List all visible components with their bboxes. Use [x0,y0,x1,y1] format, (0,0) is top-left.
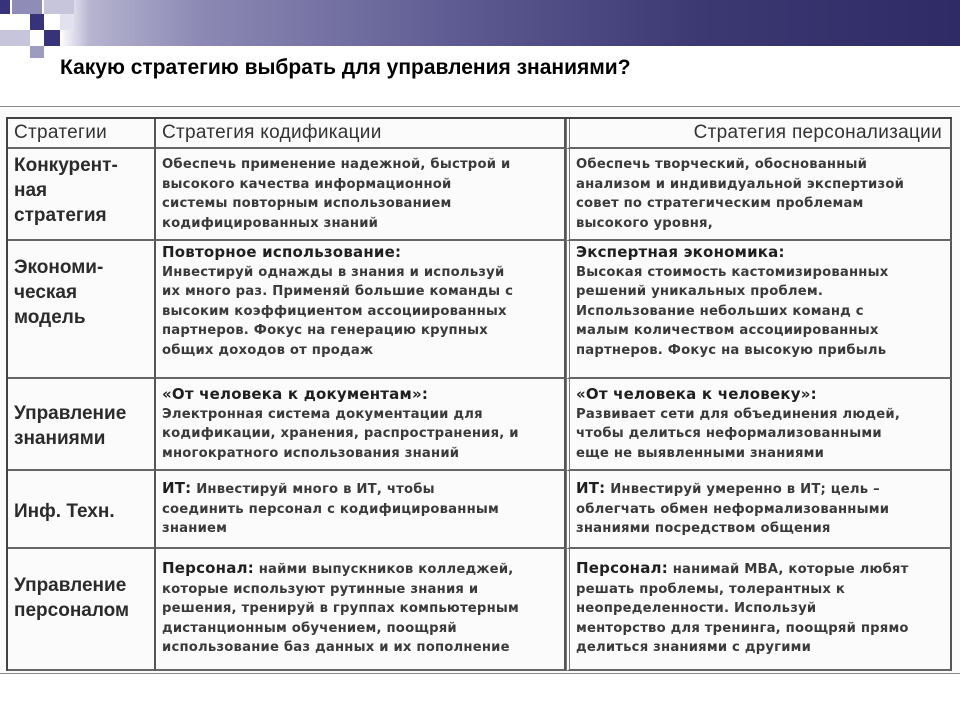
cell-lead: ИТ: [162,479,192,497]
title-banner [0,0,960,46]
cell-line: облегчать обмен неформализованными [576,501,890,517]
cell-competitive-codification [156,149,566,241]
cell-line: Развивает сети для объединения людей, [576,406,901,422]
decor-tile [60,14,74,30]
cell-line: партнеров. Фокус на высокую прибыль [576,342,887,358]
decor-tile [0,30,30,46]
cell-line: Инвестируй однажды в знания и используй [162,264,505,280]
cell-lead: Повторное использование: [162,243,402,261]
cell-line: которые используют рутинные знания и [162,581,479,597]
cell-line: Электронная система документации для [162,406,483,422]
cell-line: малым количеством ассоциированных [576,323,879,338]
cell-line: решений уникальных проблем. [576,284,824,299]
row-label-knowledge-management [8,379,156,471]
cell-lead: Экспертная экономика: [576,243,785,261]
cell-lead: Персонал: [576,559,668,577]
cell-economic-personalization [566,241,952,379]
cell-line: соединить персонал с кодифицированным [162,501,499,517]
decor-tile [30,14,44,30]
cell-line: Инвестируй много в ИТ, чтобы [196,482,435,497]
cell-line: общих доходов от продаж [162,342,374,358]
cell-km-personalization [566,379,952,471]
cell-line: Обеспечь творческий, обоснованный [576,157,868,172]
decor-tile [30,46,44,58]
cell-line: высокого качества информационной [162,176,452,192]
cell-line: многократного использования знаний [162,445,460,461]
header-strategies: Стратегии [8,119,156,149]
decor-tile [0,0,10,14]
row-label-line: стратегия [14,205,107,226]
cell-line: нанимай MBA, которые любят [672,562,909,577]
cell-line: менторство для тренинга, поощряй прямо [576,620,909,636]
row-label-competitive [8,149,156,241]
header-personalization: Стратегия персонализации [566,119,952,149]
row-label-line: ная [14,180,48,201]
strategy-table [6,117,952,671]
row-label-line: Конкурент- [14,155,118,176]
decor-tile [44,30,60,46]
row-label-line: персоналом [14,600,130,621]
row-label-hr [8,549,156,671]
cell-line: анализом и индивидуальной экспертизой [576,176,905,192]
cell-line: системы повторным использованием [162,196,452,211]
cell-line: высокого уровня, [576,215,713,231]
cell-line: решения, тренируй в группах компьютерным [162,601,519,616]
cell-line: Высокая стоимость кастомизированных [576,264,889,280]
cell-it-codification [156,471,566,549]
cell-line: совет по стратегическим проблемам [576,196,864,211]
cell-competitive-personalization [566,149,952,241]
cell-line: дистанционным обучением, поощряй [162,620,457,636]
cell-lead: ИТ: [576,479,606,497]
row-label-line: Управление [14,403,127,424]
cell-line: еще не выявленными знаниями [576,445,825,461]
cell-line: использование баз данных и их пополнение [162,640,510,655]
slide-title: Какую стратегию выбрать для управления знаниями? [60,56,631,79]
cell-line: решать проблемы, толерантных к [576,581,846,597]
cell-lead: «От человека к документам»: [162,385,429,403]
row-label-line: Экономи- [14,257,104,278]
cell-line: чтобы делиться неформализованными [576,426,882,441]
cell-line: знаниями посредством общения [576,521,831,536]
cell-km-codification [156,379,566,471]
cell-hr-personalization [566,549,952,671]
scanned-table-image [0,106,960,674]
cell-line: Обеспечь применение надежной, быстрой и [162,157,511,172]
row-label-line: Инф. Техн. [14,500,115,522]
decor-tile [12,0,42,14]
row-label-line: Управление [14,575,127,596]
cell-lead: Персонал: [162,559,254,577]
row-label-it [8,471,156,549]
cell-lead: «От человека к человеку»: [576,385,817,403]
cell-line: знанием [162,521,228,536]
cell-line: делиться знаниями с другими [576,640,812,655]
row-label-economic-model [8,241,156,379]
cell-line: кодифицированных знаний [162,215,379,231]
cell-line: найми выпускников колледжей, [258,562,514,577]
cell-line: Использование небольших команд с [576,303,864,319]
cell-line: партнеров. Фокус на генерацию крупных [162,323,488,338]
header-codification: Стратегия кодификации [156,119,566,149]
cell-line: неопределенности. Используй [576,601,817,616]
row-label-line: модель [14,307,86,328]
cell-economic-codification [156,241,566,379]
cell-it-personalization [566,471,952,549]
cell-hr-codification [156,549,566,671]
row-label-line: знаниями [14,428,106,449]
decor-tile [44,0,74,14]
cell-line: кодификации, хранения, распространения, и [162,426,519,441]
row-label-line: ческая [14,282,78,303]
cell-line: Инвестируй умеренно в ИТ; цель – [610,482,880,497]
cell-line: высоким коэффициентом ассоциированных [162,303,507,319]
decorative-tiles [0,0,90,60]
cell-line: их много раз. Применяй большие команды с [162,284,514,299]
